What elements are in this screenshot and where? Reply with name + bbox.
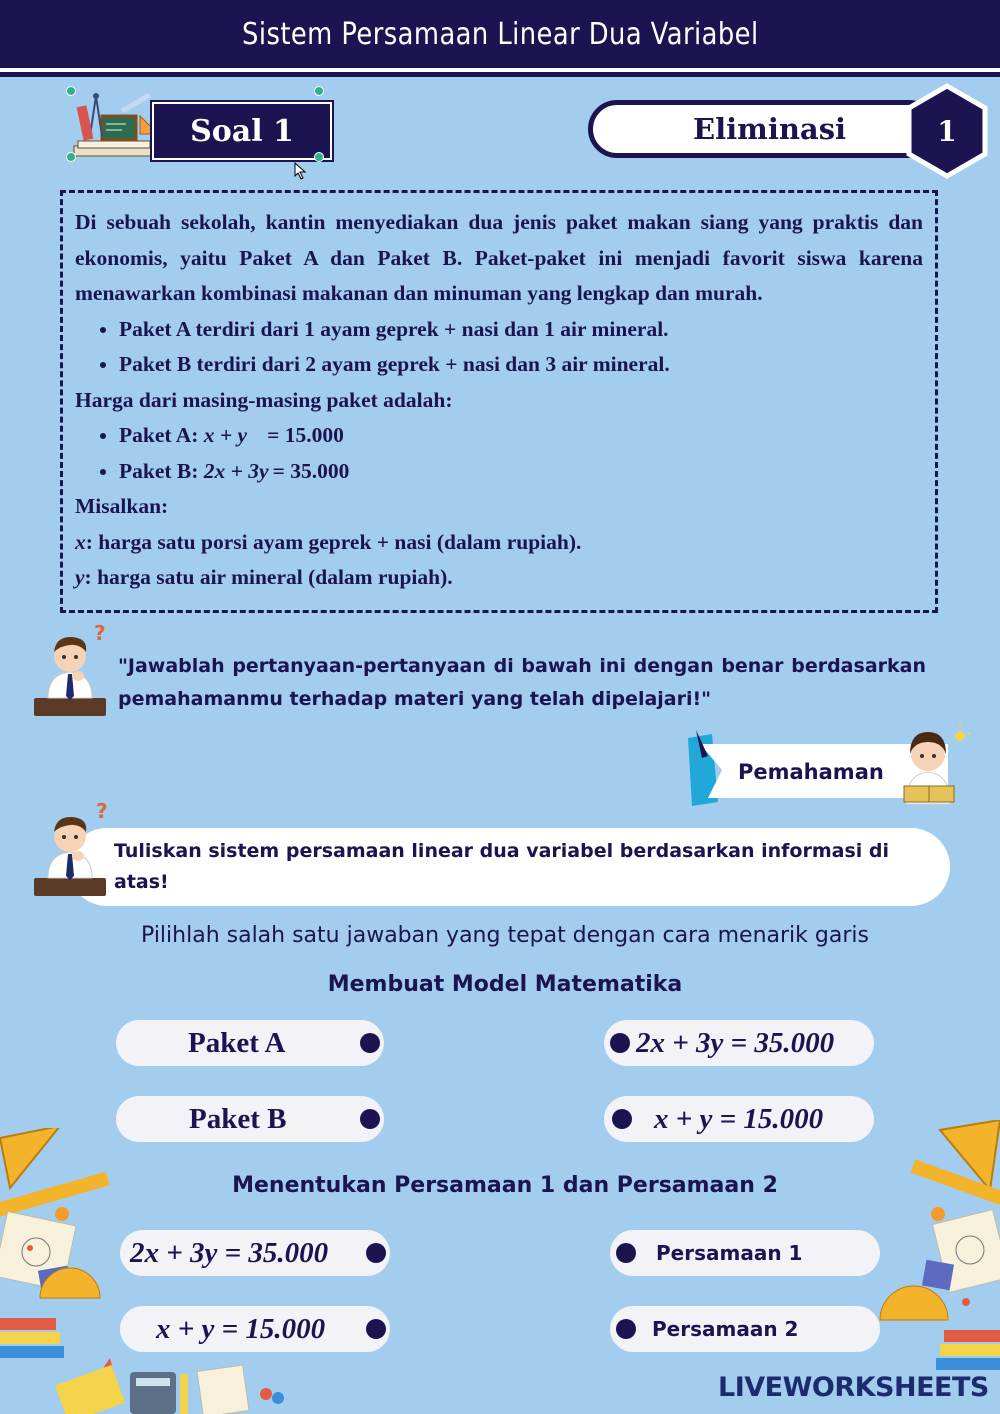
school-supplies-illustration: [66, 86, 162, 164]
svg-text:?: ?: [94, 621, 106, 645]
package-list: [75, 312, 923, 383]
selection-handle-icon: [314, 152, 324, 162]
price-list: [75, 418, 923, 489]
section-title-model: Membuat Model Matematika: [327, 972, 683, 997]
connector-dot[interactable]: [366, 1243, 386, 1263]
problem-intro: Di sebuah sekolah, kantin menyediakan dua jenis paket makan siang yang praktis dan ekonomis, yaitu Paket A dan Paket B. Paket-paket ini menjadi favorit siswa karena menawarkan kombinasi makanan dan minuman yang lengkap dan murah.: [75, 210, 923, 305]
thinking-student-icon: [32, 620, 112, 720]
list-item: • Paket A terdiri dari 1 ayam geprek + nasi dan 1 air mineral.: [119, 312, 923, 348]
variable-description: : harga satu air mineral (dalam rupiah).: [84, 565, 453, 589]
school-supplies-decoration-left: [0, 1128, 200, 1414]
price-label: Paket B:: [119, 458, 204, 483]
pemahaman-tag-label: Pemahaman: [738, 760, 884, 784]
topic-label: Eliminasi: [693, 112, 847, 146]
instruction-text: "Jawablah pertanyaan-pertanyaan di bawah ini dengan benar berdasarkan pemahamanmu terhadap materi yang telah dipelajari!": [118, 655, 926, 710]
connector-dot[interactable]: [360, 1033, 380, 1053]
price-expression: 2x + 3y: [203, 458, 269, 483]
connector-dot[interactable]: [612, 1109, 632, 1129]
topic-pill: [588, 100, 938, 158]
price-label: Paket A:: [119, 423, 204, 447]
match-target-label: x + y = 15.000: [654, 1102, 824, 1135]
match-target-label: Persamaan 1: [656, 1241, 803, 1265]
section-title-persamaan: Menentukan Persamaan 1 dan Persamaan 2: [232, 1173, 778, 1198]
match-option-label: x + y = 15.000: [156, 1312, 326, 1345]
question-text: Tuliskan sistem persamaan linear dua variabel berdasarkan informasi di atas!: [114, 840, 890, 893]
connector-dot[interactable]: [610, 1033, 630, 1053]
problem-statement-box: [60, 190, 938, 613]
variable-definition: [75, 525, 923, 561]
svg-text:?: ?: [96, 799, 108, 823]
variable-symbol: y: [75, 565, 85, 589]
cursor-icon: [294, 162, 308, 180]
liveworksheets-watermark: LIVEWORKSHEETS: [718, 1372, 989, 1403]
page-title: Sistem Persamaan Linear Dua Variabel: [241, 16, 759, 52]
reading-girl-icon: [896, 724, 970, 806]
connector-dot[interactable]: [616, 1243, 636, 1263]
thinking-student-icon: [32, 796, 112, 902]
selection-handle-icon: [314, 86, 324, 96]
match-option-paket-a[interactable]: [116, 1020, 384, 1066]
school-supplies-decoration-right: [820, 1120, 1000, 1414]
price-value: = 35.000: [272, 458, 350, 483]
soal-label: Soal 1: [190, 113, 294, 149]
variable-symbol: x: [75, 529, 86, 554]
match-option-label: 2x + 3y = 35.000: [130, 1236, 329, 1269]
match-option-label: Paket B: [189, 1102, 287, 1135]
match-target-label: Persamaan 2: [652, 1317, 799, 1341]
match-option-label: Paket A: [188, 1026, 286, 1059]
match-target-label: 2x + 3y = 35.000: [636, 1026, 835, 1059]
list-item: [119, 418, 923, 454]
header-bar: [0, 0, 1000, 72]
connector-dot[interactable]: [366, 1319, 386, 1339]
selection-handle-icon: [66, 152, 76, 162]
price-expression: x + y: [203, 423, 248, 447]
variable-description: : harga satu porsi ayam geprek + nasi (dalam rupiah).: [85, 529, 582, 554]
matching-prompt: Pilihlah salah satu jawaban yang tepat dengan cara menarik garis: [141, 923, 869, 948]
soal-badge: [66, 86, 332, 164]
selection-handle-icon: [66, 86, 76, 96]
list-item: [119, 454, 923, 490]
topic-number: 1: [937, 114, 957, 148]
price-heading: Harga dari masing-masing paket adalah:: [75, 387, 453, 412]
soal-label-box: [152, 102, 332, 160]
connector-dot[interactable]: [616, 1319, 636, 1339]
list-item: • Paket B terdiri dari 2 ayam geprek + nasi dan 3 air mineral.: [119, 347, 923, 383]
variable-definition: [75, 560, 923, 596]
let-heading: Misalkan:: [75, 494, 169, 518]
notebook-pencil-decoration: [180, 1364, 300, 1414]
match-target-equation-2x3y[interactable]: [604, 1020, 874, 1066]
price-value: = 15.000: [267, 423, 344, 447]
connector-dot[interactable]: [360, 1109, 380, 1129]
